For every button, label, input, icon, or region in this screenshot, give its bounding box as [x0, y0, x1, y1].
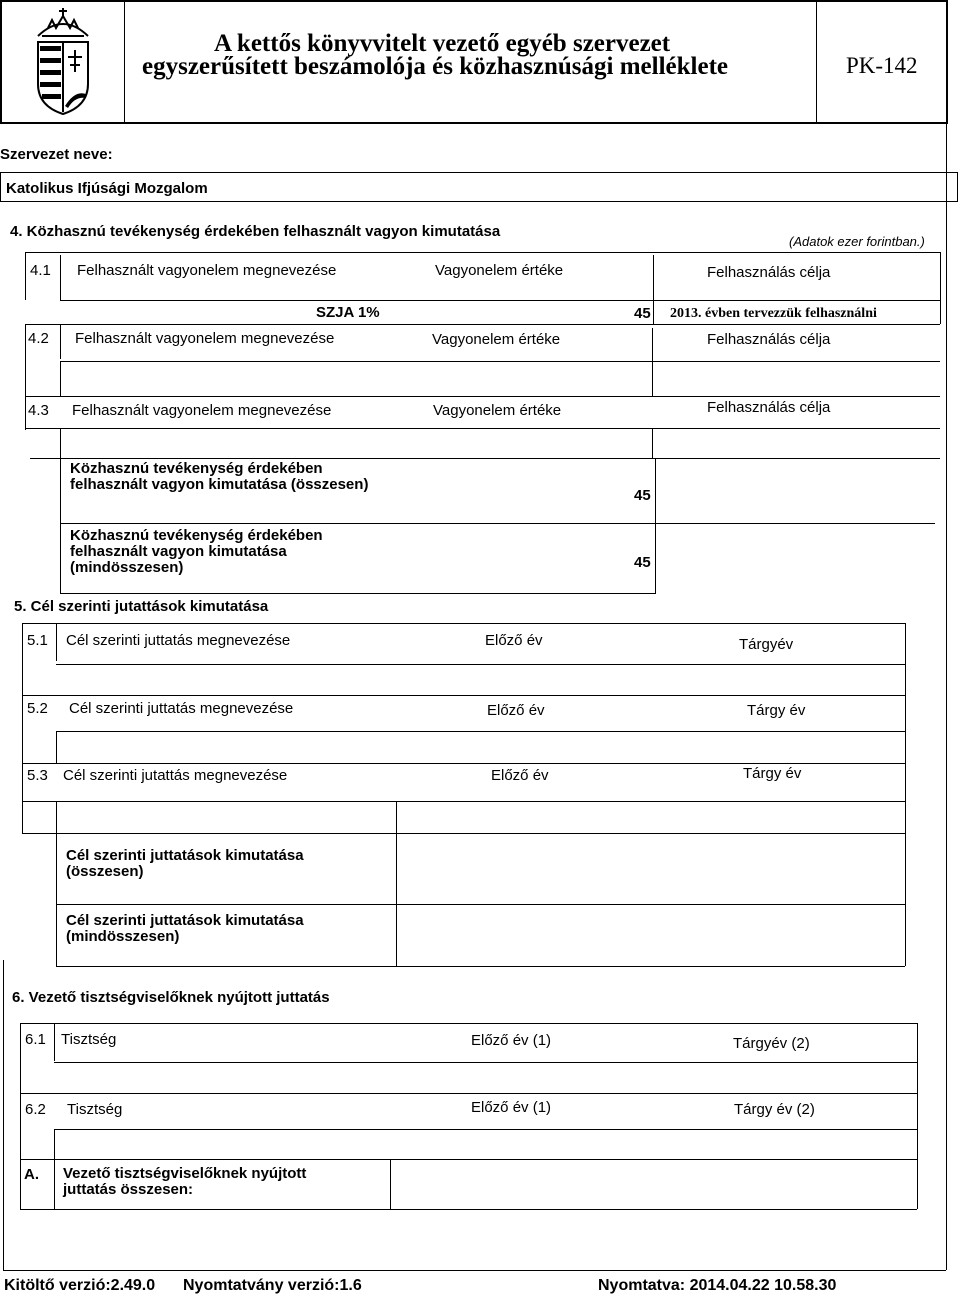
rule-4-18 [30, 458, 940, 459]
rule-5-13 [56, 801, 57, 833]
s62-col-prev: Előző év (1) [471, 1099, 552, 1116]
s4-total-value: 45 [634, 487, 651, 504]
s4-grand-label: Közhasznú tevékenység érdekében felhasznált vagyon kimutatása (mindösszesen) [70, 527, 323, 576]
s52-col-curr: Tárgy év [747, 702, 806, 719]
rule-4-14 [25, 396, 26, 430]
s61-num: 6.1 [25, 1031, 46, 1048]
section-6-title: 6. Vezető tisztségviselőknek nyújtott juttatás [12, 989, 330, 1006]
s4-total-label: Közhasznú tevékenység érdekében felhasznált vagyon kimutatása (összesen) [70, 460, 369, 493]
page-frame-right [946, 124, 947, 1270]
s42-num: 4.2 [28, 330, 49, 347]
rule-5-2 [22, 623, 23, 763]
section-5-title: 5. Cél szerinti jutattások kimutatása [14, 598, 269, 615]
rule-4-12 [60, 361, 61, 396]
rule-5-5 [56, 664, 905, 665]
rule-4-7 [25, 324, 940, 325]
s42-col-name: Felhasznált vagyonelem megnevezése [75, 330, 335, 347]
footer-filler-version: Kitöltő verzió:2.49.0 [4, 1277, 156, 1294]
rule-4-20 [655, 458, 656, 594]
section-4-title: 4. Közhasznú tevékenység érdekében felhasznált vagyon kimutatása [10, 223, 501, 240]
s41-col-purpose: Felhasználás célja [707, 264, 831, 281]
s51-col-curr: Tárgyév [739, 636, 794, 653]
s62-num: 6.2 [25, 1101, 46, 1118]
s42-col-purpose: Felhasználás célja [707, 331, 831, 348]
s5-total-label: Cél szerinti juttatások kimutatása (összesen) [66, 847, 304, 880]
s51-num: 5.1 [27, 632, 48, 649]
s6-total-label: Vezető tisztségviselőknek nyújtott juttatás összesen: [63, 1165, 307, 1198]
rule-5-6 [22, 695, 906, 696]
page-frame-bottom [3, 1270, 946, 1271]
rule-4-9 [60, 324, 61, 359]
s42-col-value: Vagyonelem értéke [432, 331, 561, 348]
rule-6-6 [20, 1093, 917, 1094]
rule-5-11 [905, 763, 906, 833]
rule-6-1 [20, 1023, 918, 1024]
s52-col-prev: Előző év [487, 702, 545, 719]
rule-5-3 [56, 623, 57, 661]
s5-grand-label: Cél szerinti juttatások kimutatása (mindösszesen) [66, 912, 304, 945]
rule-5-16 [56, 833, 57, 966]
s51-col-name: Cél szerinti juttatás megnevezése [66, 632, 291, 649]
s43-col-purpose: Felhasználás célja [707, 399, 831, 416]
rule-4-5 [940, 252, 941, 324]
rule-4-11 [60, 361, 940, 362]
rule-4-22 [60, 593, 655, 594]
rule-6-7 [54, 1129, 917, 1130]
rule-4-17 [652, 428, 653, 458]
rule-4-10 [652, 328, 653, 396]
rule-4-21 [60, 523, 935, 524]
rule-5-9 [22, 763, 906, 764]
s6-total-num: A. [24, 1166, 39, 1183]
s41-row1-value: 45 [634, 305, 651, 322]
s41-col-name: Felhasznált vagyonelem megnevezése [77, 262, 337, 279]
s53-num: 5.3 [27, 767, 48, 784]
s43-num: 4.3 [28, 402, 49, 419]
header-divider-right [816, 0, 817, 124]
s62-col-curr: Tárgy év (2) [734, 1101, 815, 1118]
org-name-value: Katolikus Ifjúsági Mozgalom [6, 180, 208, 197]
hungarian-coat-of-arms-icon [28, 6, 98, 118]
header-title-line2: egyszerűsített beszámolója és közhasznúsági melléklete [142, 53, 728, 80]
rule-5-17 [396, 833, 397, 966]
s53-col-name: Cél szerinti jutattás megnevezése [63, 767, 288, 784]
rule-4-4 [653, 255, 654, 325]
rule-4-1 [25, 252, 940, 253]
rule-5-20 [56, 966, 905, 967]
s41-col-value: Vagyonelem értéke [435, 262, 564, 279]
footer-form-version: Nyomtatvány verzió:1.6 [183, 1277, 362, 1294]
s61-col-prev: Előző év (1) [471, 1032, 552, 1049]
rule-6-12 [20, 1209, 917, 1210]
s61-col-curr: Tárgyév (2) [733, 1035, 810, 1052]
rule-6-8 [54, 1129, 55, 1159]
rule-5-1 [22, 623, 906, 624]
rule-5-18 [905, 833, 906, 966]
rule-6-5 [54, 1062, 917, 1063]
rule-5-15 [22, 833, 906, 834]
rule-5-14 [396, 801, 397, 833]
s51-col-prev: Előző év [485, 632, 543, 649]
rule-6-11 [390, 1159, 391, 1209]
s61-col-name: Tisztség [61, 1031, 117, 1048]
rule-5-4 [905, 623, 906, 763]
rule-6-9 [20, 1159, 917, 1160]
rule-4-13 [25, 396, 940, 397]
s43-col-name: Felhasznált vagyonelem megnevezése [72, 402, 332, 419]
rule-5-19 [56, 904, 905, 905]
unit-note: (Adatok ezer forintban.) [789, 234, 925, 249]
rule-5-12 [22, 801, 906, 802]
rule-4-16 [60, 428, 61, 458]
s62-col-name: Tisztség [67, 1101, 123, 1118]
rule-6-3 [54, 1023, 55, 1061]
s43-col-value: Vagyonelem értéke [433, 402, 562, 419]
footer-printed: Nyomtatva: 2014.04.22 10.58.30 [598, 1277, 837, 1294]
s53-col-curr: Tárgy év [743, 765, 802, 782]
s41-row1-purpose: 2013. évben tervezzük felhasználni [670, 306, 877, 321]
header-divider-left [124, 0, 125, 124]
header-title-line1: A kettős könyvvitelt vezető egyéb szervezet [214, 30, 671, 57]
s52-num: 5.2 [27, 700, 48, 717]
rule-5-7 [56, 731, 905, 732]
rule-4-15 [25, 428, 940, 429]
s41-num: 4.1 [30, 262, 51, 279]
page-frame-left [3, 960, 4, 1270]
rule-4-6 [60, 300, 940, 301]
s53-col-prev: Előző év [491, 767, 549, 784]
s52-col-name: Cél szerinti juttatás megnevezése [69, 700, 294, 717]
rule-6-4 [917, 1023, 918, 1209]
rule-6-2 [20, 1023, 21, 1209]
rule-4-3 [60, 255, 61, 300]
s4-grand-value: 45 [634, 554, 651, 571]
org-name-label: Szervezet neve: [0, 146, 113, 163]
rule-4-2 [25, 252, 26, 300]
rule-4-8 [25, 324, 26, 396]
s41-row1-name: SZJA 1% [316, 304, 380, 321]
rule-5-8 [56, 731, 57, 763]
rule-6-10 [54, 1159, 55, 1209]
rule-5-10 [22, 763, 23, 833]
rule-4-19 [60, 458, 61, 594]
form-code: PK-142 [846, 53, 918, 78]
